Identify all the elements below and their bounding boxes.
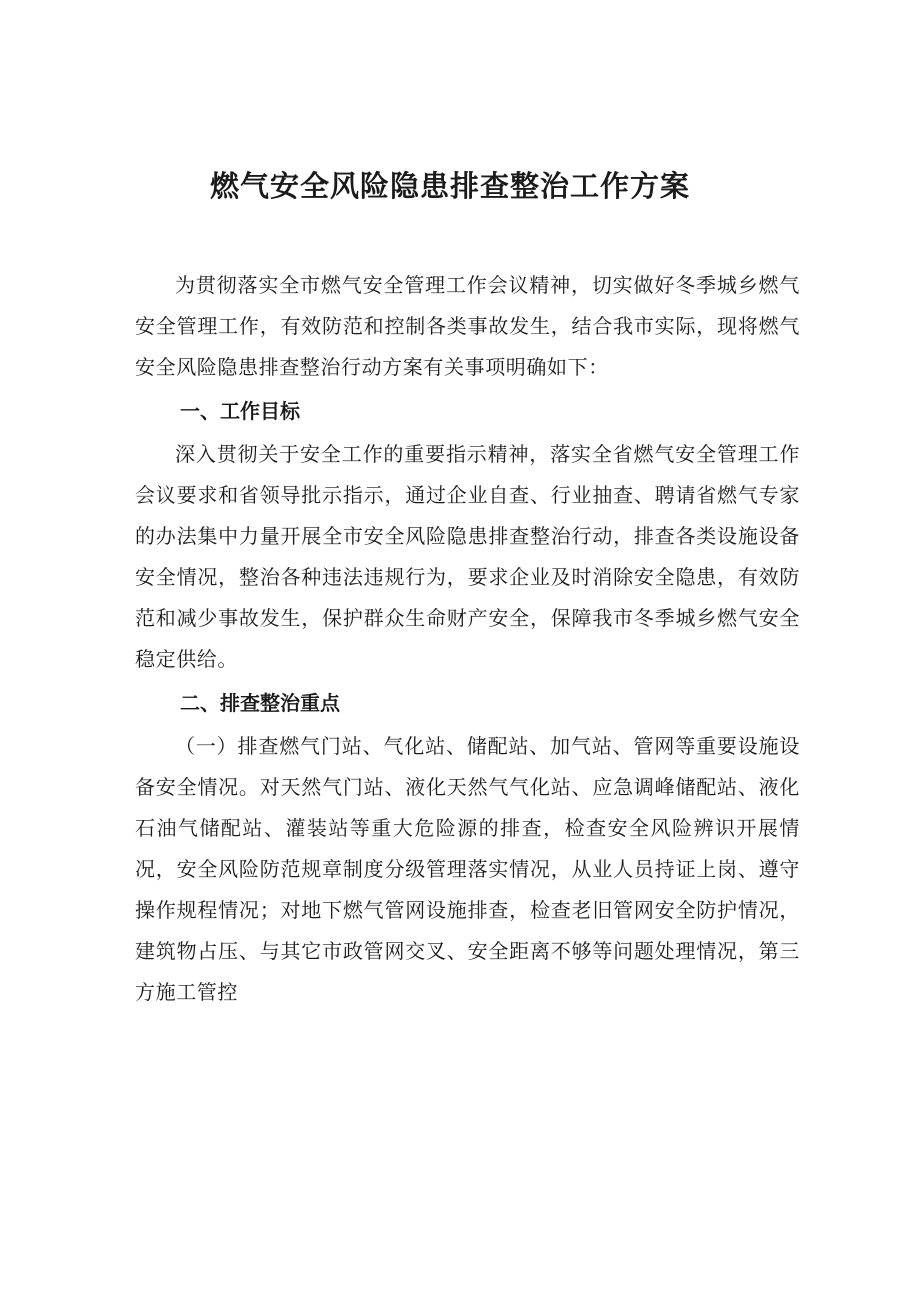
document-body — [135, 265, 800, 1013]
section-heading-goals: 一、工作目标 — [180, 399, 300, 423]
section-heading-focus: 二、排查整治重点 — [180, 691, 340, 715]
document-title: 燃气安全风险隐患排查整治工作方案 — [209, 169, 690, 203]
focus-paragraph: （一）排查燃气门站、气化站、储配站、加气站、管网等重要设施设备安全情况。对天然气门站、液化天然气气化站、应急调峰储配站、液化石油气储配站、灌装站等重大危险源的排查，检查安全风险辨识开展情况，安全风险防范规章制度分级管理落实情况，从业人员持证上岗、遵守操作规程情况；对地下燃气管网设施排查，检查老旧管网安全防护情况，建筑物占压、与其它市政管网交叉、安全距离不够等问题处理情况，第三方施工管控 — [135, 734, 800, 1004]
intro-paragraph: 为贯彻落实全市燃气安全管理工作会议精神，切实做好冬季城乡燃气安全管理工作，有效防范和控制各类事故发生，结合我市实际，现将燃气安全风险隐患排查整治行动方案有关事项明确如下： — [135, 273, 800, 379]
goals-paragraph: 深入贯彻关于安全工作的重要指示精神，落实全省燃气安全管理工作会议要求和省领导批示指示，通过企业自查、行业抽查、聘请省燃气专家的办法集中力量开展全市安全风险隐患排查整治行动，排查各类设施设备安全情况，整治各种违法违规行为，要求企业及时消除安全隐患，有效防范和减少事故发生，保护群众生命财产安全，保障我市冬季城乡燃气安全稳定供给。 — [135, 442, 800, 671]
